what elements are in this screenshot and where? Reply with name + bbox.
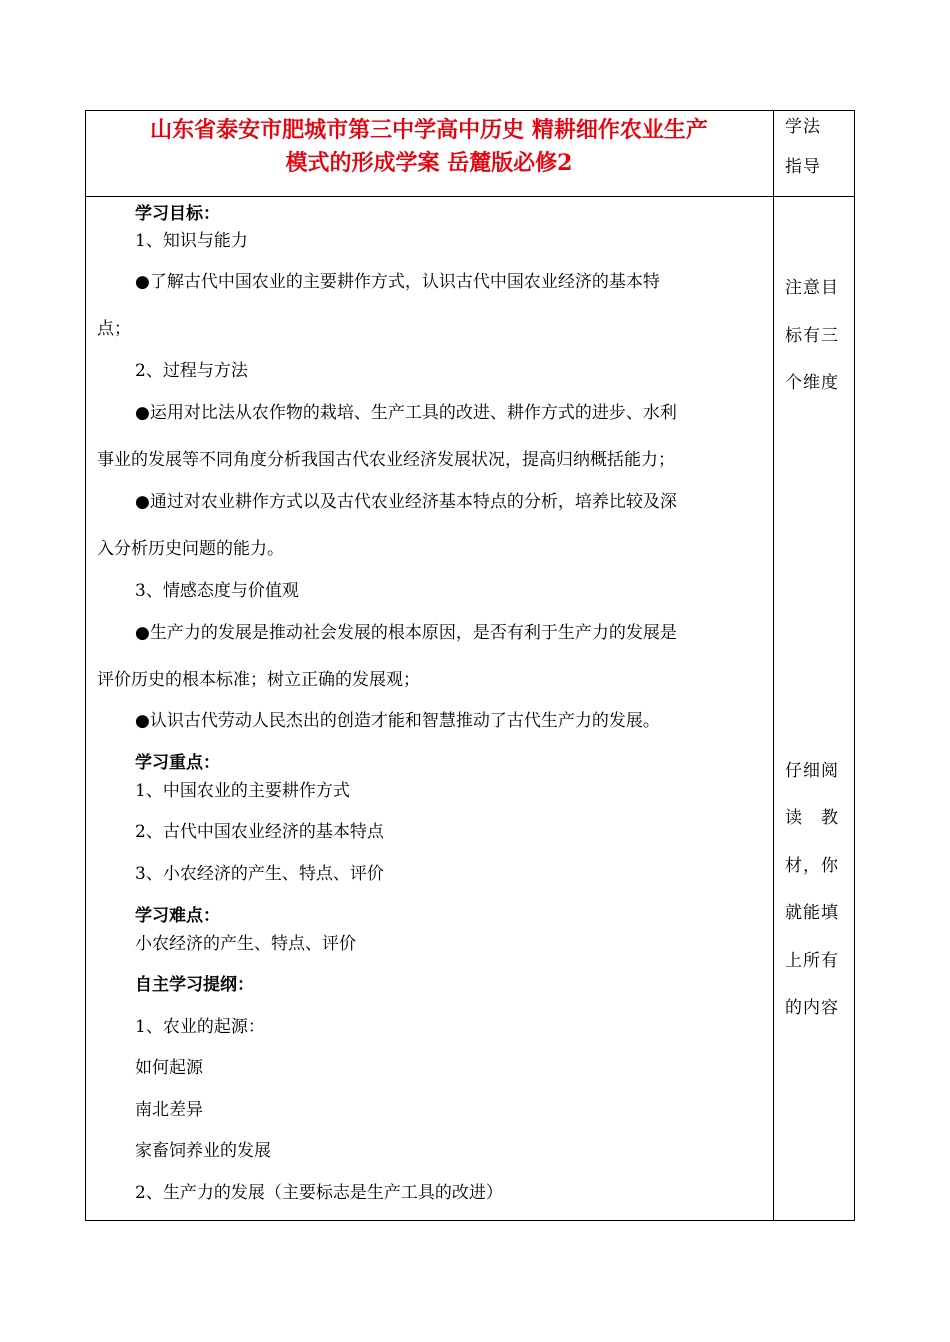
title-line-2: 模式的形成学案 岳麓版必修2: [285, 150, 573, 176]
goal1-text-b: 点；: [97, 319, 131, 339]
side-header-line-2: 指导: [785, 157, 821, 177]
goal2-text2-b: 入分析历史问题的能力。: [97, 539, 284, 559]
goal3-text2: ●认识古代劳动人民杰出的创造才能和智慧推动了古代生产力的发展。: [135, 711, 660, 731]
goal2-text2-a: ●通过对农业耕作方式以及古代农业经济基本特点的分析，培养比较及深: [135, 492, 677, 512]
column-divider: [773, 110, 774, 1221]
key-item-1: 1、中国农业的主要耕作方式: [135, 781, 350, 801]
goal2-heading: 2、过程与方法: [135, 361, 248, 381]
key-item-3: 3、小农经济的产生、特点、评价: [135, 864, 384, 884]
key-heading: 学习重点：: [135, 753, 220, 773]
goal3-text1-b: 评价历史的根本标准；树立正确的发展观；: [97, 670, 420, 690]
side-note2-line-1: 仔细阅: [785, 761, 839, 781]
outline-heading: 自主学习提纲：: [135, 975, 254, 995]
goal2-text1-b: 事业的发展等不同角度分析我国古代农业经济发展状况，提高归纳概括能力；: [97, 450, 675, 470]
outline-item-1a: 如何起源: [135, 1058, 203, 1078]
side-note2-line-6: 的内容: [785, 998, 839, 1018]
side-note1-line-3: 个维度: [785, 373, 839, 393]
document-title: [92, 114, 766, 180]
side-note1-line-1: 注意目: [785, 278, 839, 298]
side-note2-line-4: 就能填: [785, 903, 839, 923]
goals-heading: 学习目标：: [135, 204, 220, 224]
header-row-divider: [85, 196, 855, 197]
side-header-line-1: 学法: [785, 117, 821, 137]
goal1-text-a: ●了解古代中国农业的主要耕作方式，认识古代中国农业经济的基本特: [135, 272, 660, 292]
difficult-heading: 学习难点：: [135, 906, 220, 926]
goal1-heading: 1、知识与能力: [135, 231, 248, 251]
key-item-2: 2、古代中国农业经济的基本特点: [135, 822, 384, 842]
goal3-text1-a: ●生产力的发展是推动社会发展的根本原因，是否有利于生产力的发展是: [135, 623, 677, 643]
side-note2-line-3: 材，你: [785, 856, 839, 876]
goal2-text1-a: ●运用对比法从农作物的栽培、生产工具的改进、耕作方式的进步、水利: [135, 403, 677, 423]
side-note1-line-2: 标有三: [785, 326, 839, 346]
goal3-heading: 3、情感态度与价值观: [135, 581, 299, 601]
side-note2-line-5: 上所有: [785, 951, 839, 971]
outline-item-1: 1、农业的起源：: [135, 1017, 265, 1037]
outline-item-1c: 家畜饲养业的发展: [135, 1141, 271, 1161]
title-line-1: 山东省泰安市肥城市第三中学高中历史 精耕细作农业生产: [150, 117, 708, 143]
outline-item-2: 2、生产力的发展（主要标志是生产工具的改进）: [135, 1183, 503, 1203]
difficult-item-1: 小农经济的产生、特点、评价: [135, 934, 356, 954]
side-note2-line-2: 读 教: [785, 808, 839, 828]
outline-item-1b: 南北差异: [135, 1100, 203, 1120]
